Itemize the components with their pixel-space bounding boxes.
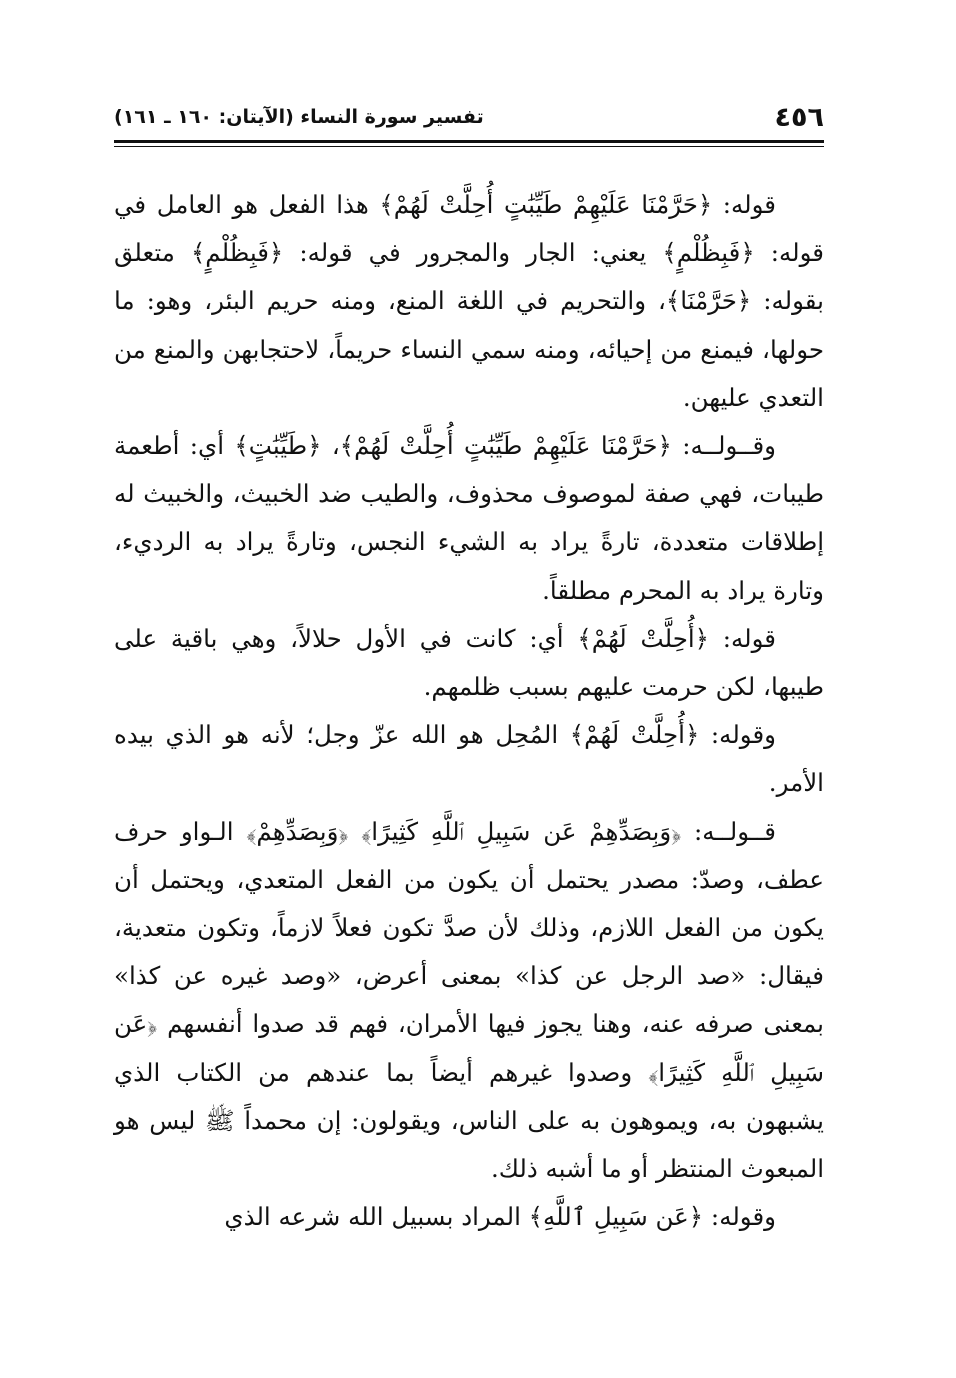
paragraph-4: وقوله: ﴿أُحِلَّتْ لَهُمْ﴾ المُحِل هو الله عزّ وجل؛ لأنه هو الذي بيده الأمر. (114, 720, 824, 798)
paragraph-1: قوله: ﴿حَرَّمْنَا عَلَيْهِمْ طَيِّبَٰتٍ أُحِلَّتْ لَهُمْ﴾ هذا الفعل هو العامل في قوله: ﴿فَبِظُلْمٍ﴾ يعني: الجار والمجرور في قوله: ﴿فَبِظُلْمٍ﴾ متعلق بقوله: ﴿حَرَّمْنَا﴾، والتحريم في اللغة المنع، ومنه حريم البئر، وهو: ما حولها، فيمنع من إحيائه، ومنه سمي النساء حريماً، لاحتجابهن والمنع من التعدي عليهن. (114, 190, 824, 412)
book-page (114, 96, 824, 1316)
page-header (114, 96, 824, 138)
paragraph-2: وقــولــه: ﴿حَرَّمْنَا عَلَيْهِمْ طَيِّبَٰتٍ أُحِلَّتْ لَهُمْ﴾، ﴿طَيِّبَٰتٍ﴾ أي: أطعمة طيبات، فهي صفة لموصوف محذوف، والطيب ضد الخبيث، والخبيث له إطلاقات متعددة، تارةً يراد به الشيء النجس، وتارةً يراد به الرديء، وتارة يراد به المحرم مطلقاً. (114, 431, 824, 605)
page-body (114, 181, 824, 1241)
paragraph-6: وقوله: ﴿عَن سَبِيلِ ٱللَّهِ﴾ المراد بسبيل الله شرعه الذي (224, 1202, 776, 1232)
header-rule-thin (114, 146, 824, 147)
page-number: ٤٥٦ (774, 101, 824, 133)
header-rule-thick (114, 140, 824, 143)
running-title: تفسير سورة النساء (الآيتان: ١٦٠ ـ ١٦١) (114, 106, 484, 128)
paragraph-5: قــولــه: ﴿وَبِصَدِّهِمْ عَن سَبِيلِ ٱللَّهِ كَثِيرًا﴾ ﴿وَبِصَدِّهِمْ﴾ الـواو حرف عطف، وصدّ: مصدر يحتمل أن يكون من الفعل المتعدي، ويحتمل أن يكون من الفعل اللازم، وذلك لأن صدَّ تكون فعلاً لازماً، وتكون متعدية، فيقال: «صد الرجل عن كذا» بمعنى أعرض، «وصد غيره عن كذا» بمعنى صرفه عنه، وهنا يجوز فيها الأمران، فهم قد صدوا أنفسهم ﴿عَن سَبِيلِ ٱللَّهِ كَثِيرًا﴾ وصدوا غيرهم أيضاً بما عندهم من الكتاب الذي يشبهون به، ويموهون به على الناس، ويقولون: إن محمداً ﷺ ليس هو المبعوث المنتظر أو ما أشبه ذلك. (114, 816, 824, 1184)
paragraph-3: قوله: ﴿أُحِلَّتْ لَهُمْ﴾ أي: كانت في الأول حلالاً، وهي باقية على طيبها، لكن حرمت عليهم بسبب ظلمهم. (114, 623, 824, 702)
